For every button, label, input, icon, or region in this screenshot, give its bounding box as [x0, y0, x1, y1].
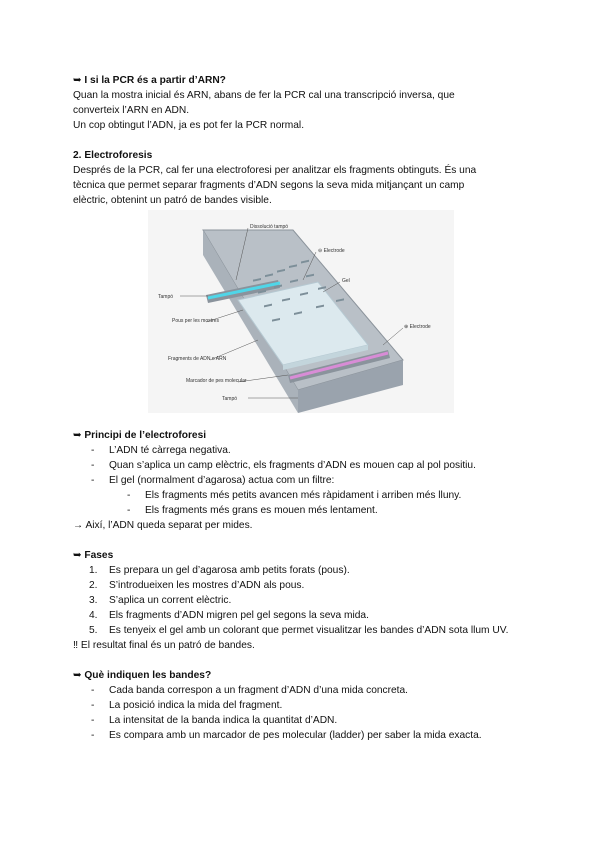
list-item: - Cada banda correspon a un fragment d’ADN d’una mida concreta. [73, 683, 533, 698]
list-item: - Es compara amb un marcador de pes molecular (ladder) per saber la mida exacta. [73, 728, 533, 743]
sub-list-item: - Els fragments més grans es mouen més lentament. [73, 503, 533, 518]
list-item: 1. Es prepara un gel d’agarosa amb petits forats (pous). [89, 565, 350, 576]
sub-list-item: - Els fragments més petits avancen més ràpidament i arriben més lluny. [73, 488, 533, 503]
principle-list [73, 443, 533, 518]
label-solution: Dissolució tampó [250, 224, 289, 230]
list-item: - L’ADN té càrrega negativa. [73, 443, 533, 458]
paragraph-line: Després de la PCR, cal fer una electroforesi per analitzar els fragments obtinguts. És una [73, 165, 477, 176]
document-content [73, 73, 533, 743]
electrophoresis-diagram [148, 210, 454, 413]
section-heading-phases: ➥ Fases [73, 550, 114, 561]
phases-list [73, 563, 533, 638]
label-wells: Pous per les mostres [172, 318, 219, 324]
electrophoresis-svg [148, 210, 454, 413]
label-marker: Marcador de pes molecular [186, 378, 247, 384]
list-item: - Quan s’aplica un camp elèctric, els fragments d’ADN es mouen cap al pol positiu. [73, 458, 533, 473]
label-gel: Gel [342, 278, 350, 284]
section-heading-principle: ➥ Principi de l’electroforesi [73, 430, 207, 441]
section-heading-electroforesis: 2. Electroforesis [73, 150, 153, 161]
list-item: 2. S’introdueixen les mostres d’ADN als pous. [89, 580, 305, 591]
phases-result: ‼ El resultat final és un patró de bandes. [73, 640, 255, 651]
paragraph-line: Un cop obtingut l’ADN, ja es pot fer la PCR normal. [73, 120, 305, 131]
list-item: - El gel (normalment d’agarosa) actua com un filtre: [73, 473, 533, 488]
section-heading-bands: ➥ Què indiquen les bandes? [73, 670, 212, 681]
paragraph-line: Quan la mostra inicial és ARN, abans de fer la PCR cal una transcripció inversa, que [73, 90, 455, 101]
label-electrode-negative: ⊖ Electrode [318, 248, 345, 254]
bands-list [73, 683, 533, 743]
paragraph-line: elèctric, obtenint un patró de bandes visible. [73, 195, 272, 206]
list-item: 5. Es tenyeix el gel amb un colorant que permet visualitzar les bandes d’ADN sota llum UV. [89, 625, 509, 636]
paragraph-line: converteix l’ARN en ADN. [73, 105, 190, 116]
label-electrode-positive: ⊕ Electrode [404, 324, 431, 330]
list-item: 3. S’aplica un corrent elèctric. [89, 595, 232, 606]
label-dna: Fragments de ADN o ARN [168, 356, 227, 362]
list-item: - La intensitat de la banda indica la quantitat d’ADN. [73, 713, 533, 728]
list-item: - La posició indica la mida del fragment. [73, 698, 533, 713]
section-heading-arn: ➥ I si la PCR és a partir d’ARN? [73, 75, 226, 86]
label-buffer-left: Tampó [158, 294, 174, 300]
principle-conclusion: → Així, l’ADN queda separat per mides. [73, 520, 253, 531]
label-buffer-bottom: Tampó [222, 396, 238, 402]
paragraph-line: tècnica que permet separar fragments d’ADN segons la seva mida mitjançant un camp [73, 180, 465, 191]
list-item: 4. Els fragments d’ADN migren pel gel segons la seva mida. [89, 610, 369, 621]
